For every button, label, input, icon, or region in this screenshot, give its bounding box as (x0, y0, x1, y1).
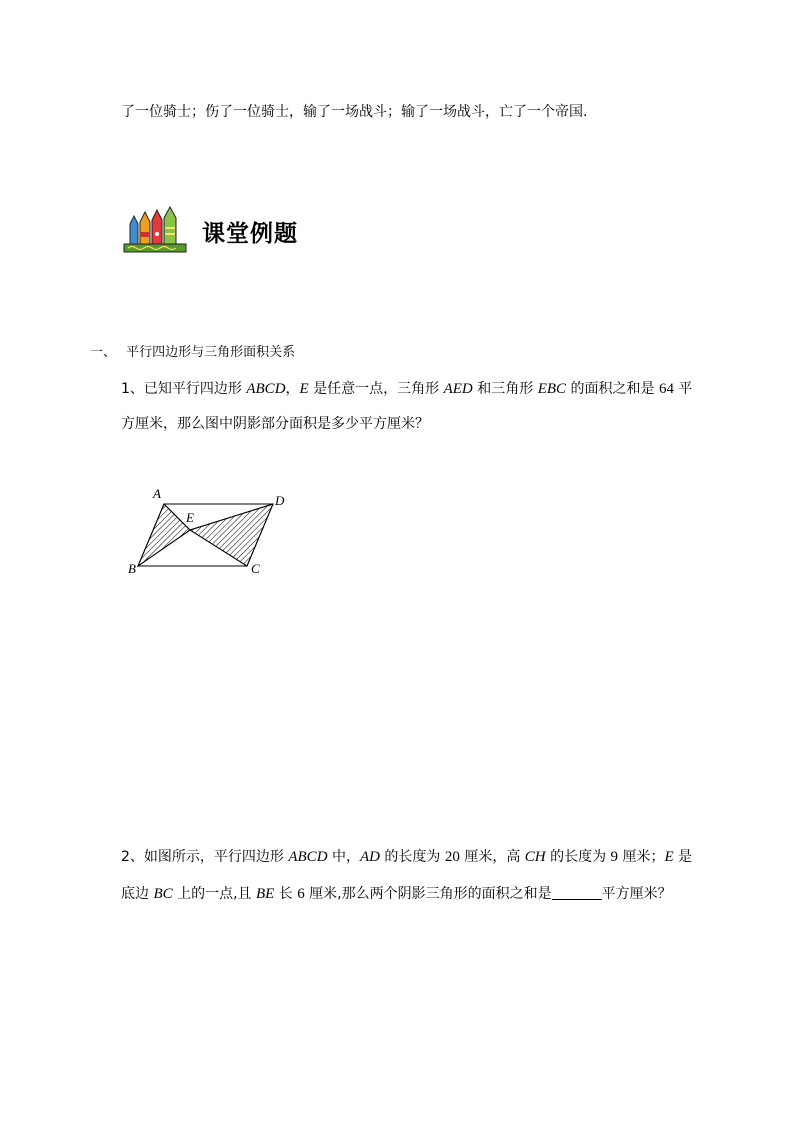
p2-text: 厘米，高 (459, 849, 525, 865)
p1-text: 1、已知平行四边形 (121, 381, 247, 397)
answer-blank (552, 885, 602, 900)
topic-title: 平行四边形与三角形面积关系 (126, 345, 296, 360)
p2-var-be: BE (255, 886, 275, 902)
section-header (122, 206, 322, 256)
p2-text: 上的一点,且 (172, 886, 256, 902)
p1-text: 和三角形 (472, 381, 538, 397)
story-line (121, 101, 587, 121)
p2-number-9: 9 (610, 849, 619, 865)
p2-text: 长 (274, 886, 298, 902)
p2-var-e: E (664, 849, 674, 865)
topic-number: 一、 (90, 345, 117, 360)
p1-var-e: E (299, 381, 309, 397)
pencils-icon (122, 206, 188, 254)
topic-heading (90, 341, 295, 360)
p1-line2-text: 方厘米，那么图中阴影部分面积是多少平方厘米？ (121, 416, 429, 432)
label-b: B (128, 561, 136, 576)
p2-text: 厘米； (618, 849, 665, 865)
problem1-line1 (121, 378, 692, 398)
problem2-line1 (121, 846, 692, 866)
p2-text: 厘米,那么两个阴影三角形的面积之和是 (304, 886, 552, 902)
p1-text: ， (285, 381, 300, 397)
section-title: 课堂例题 (202, 221, 298, 247)
p1-text: 是任意一点，三角形 (308, 381, 444, 397)
p2-var-abcd: ABCD (288, 849, 328, 865)
p1-number: 64 (658, 381, 674, 397)
p1-var-ebc: EBC (537, 381, 567, 397)
label-e: E (186, 510, 194, 525)
p2-number-6: 6 (297, 886, 305, 902)
story-text: 了一位骑士；伤了一位骑士，输了一场战斗；输了一场战斗，亡了一个帝国. (121, 104, 588, 120)
label-d: D (275, 493, 285, 508)
p2-text: 的长度为 (545, 849, 611, 865)
label-c: C (251, 561, 260, 576)
p2-var-bc: BC (153, 886, 173, 902)
p1-text: 平 (673, 381, 693, 397)
p2-text: 是 (673, 849, 693, 865)
p2-var-ad: AD (359, 849, 380, 865)
p2-text: 中， (327, 849, 360, 865)
p2-var-ch: CH (524, 849, 546, 865)
p1-var-aed: AED (443, 381, 473, 397)
problem1-line2 (121, 413, 429, 433)
p2-text: 底边 (121, 886, 154, 902)
p2-text: 的长度为 (379, 849, 445, 865)
p2-number-20: 20 (444, 849, 460, 865)
p1-var-abcd: ABCD (246, 381, 286, 397)
p2-text: 平方厘米？ (601, 886, 672, 902)
p1-text: 的面积之和是 (566, 381, 659, 397)
problem2-line2 (121, 883, 672, 903)
parallelogram-figure (125, 484, 305, 584)
label-a: A (153, 486, 161, 501)
p2-text: 2、如图所示，平行四边形 (121, 849, 289, 865)
